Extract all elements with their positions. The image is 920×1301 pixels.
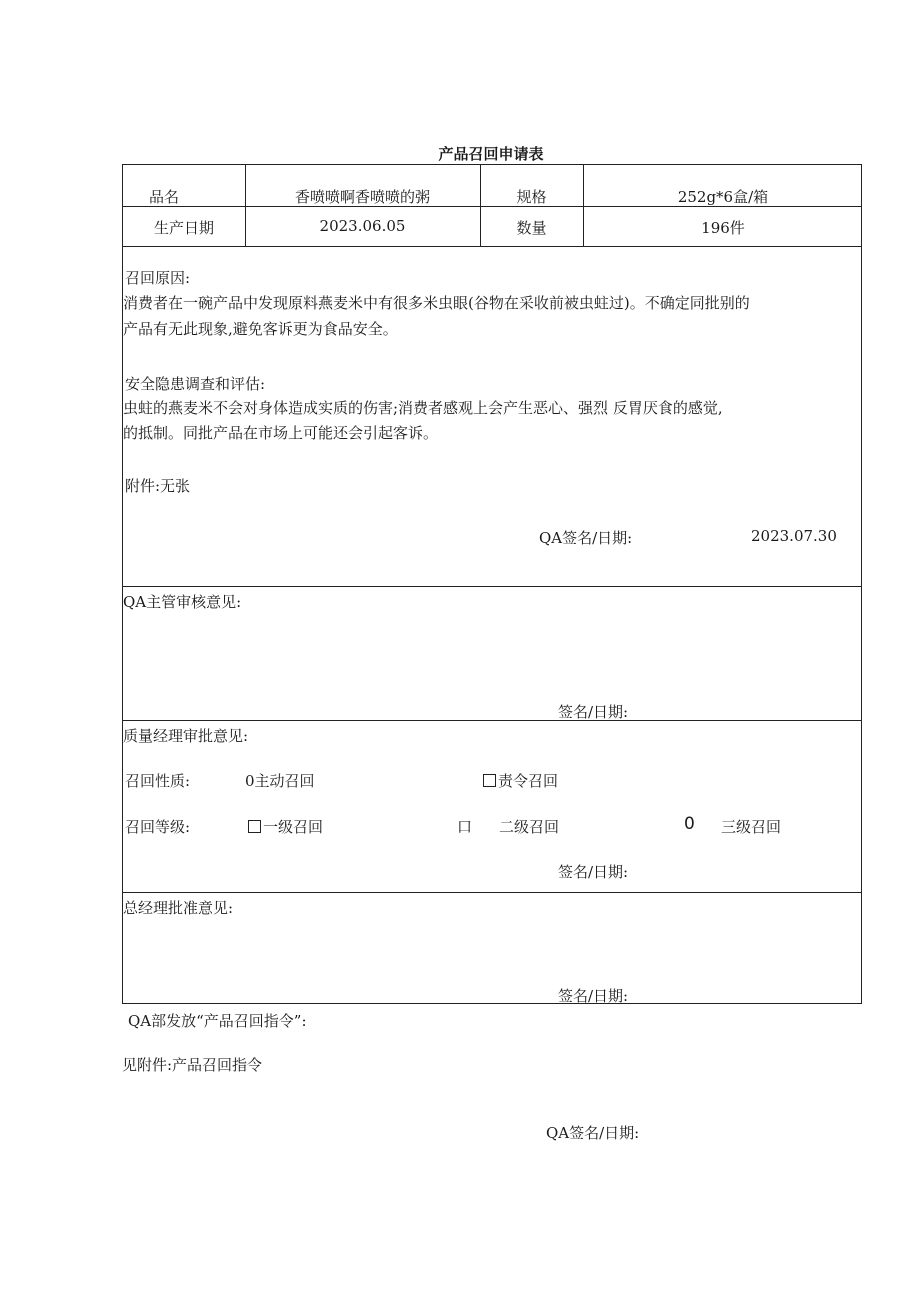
general-manager-sign: 签名/日期: — [558, 987, 629, 1005]
recall-form — [122, 164, 862, 1004]
recall-nature-active: 0主动召回 — [245, 772, 315, 790]
reason-line-1: 消费者在一碗产品中发现原料燕麦米中有很多米虫眼(谷物在采收前被虫蛀过)。不确定同批别的 — [123, 294, 750, 312]
checkbox-icon — [483, 774, 496, 787]
see-attachment: 见附件:产品召回指令 — [122, 1056, 263, 1074]
product-name-value: 香喷喷啊香喷喷的粥 — [294, 188, 430, 206]
quantity-value: 196件 — [701, 219, 745, 237]
production-date-label: 生产日期 — [153, 219, 214, 237]
product-name-label: 品名 — [148, 188, 179, 206]
spec-value: 252g*6盒/箱 — [677, 188, 769, 206]
recall-level-1-option — [248, 816, 323, 837]
spec-label: 规格 — [516, 188, 547, 206]
section-divider — [123, 720, 861, 721]
dispatch-note: QA部发放“产品召回指令”: — [128, 1012, 307, 1030]
recall-level-3: 三级召回 — [721, 818, 782, 836]
checkbox-icon — [248, 820, 261, 833]
form-title: 产品召回申请表 — [438, 145, 544, 163]
recall-level-2: 二级召回 — [499, 818, 560, 836]
reason-label: 召回原因: — [125, 269, 191, 287]
recall-level-label: 召回等级: — [125, 818, 191, 836]
quantity-label: 数量 — [516, 219, 547, 237]
quality-manager-sign: 签名/日期: — [558, 863, 629, 881]
assessment-line-2: 的抵制。同批产品在市场上可能还会引起客诉。 — [123, 424, 439, 442]
recall-nature-ordered-option — [483, 770, 558, 791]
recall-nature-label: 召回性质: — [125, 772, 191, 790]
footer-qa-sign: QA签名/日期: — [546, 1124, 640, 1142]
supervisor-sign: 签名/日期: — [558, 703, 629, 721]
reason-line-2: 产品有无此现象,避免客诉更为食品安全。 — [123, 320, 398, 338]
assessment-line-1: 虫蛀的燕麦米不会对身体造成实质的伤害;消费者感观上会产生恶心、强烈 反胃厌食的感觉, — [123, 399, 723, 417]
production-date-value: 2023.06.05 — [319, 217, 406, 235]
recall-nature-ordered: 责令召回 — [498, 772, 559, 790]
general-manager-label: 总经理批准意见: — [123, 899, 234, 917]
recall-level-3-mark: 0 — [684, 814, 695, 834]
qa-sign-date: 2023.07.30 — [751, 527, 837, 545]
supervisor-label: QA主管审核意见: — [123, 593, 242, 611]
qa-sign-label: QA签名/日期: — [539, 529, 633, 547]
recall-level-2-mark: 口 — [457, 818, 473, 836]
quality-manager-label: 质量经理审批意见: — [123, 727, 249, 745]
row-divider — [123, 246, 861, 247]
recall-level-1: 一级召回 — [263, 818, 324, 836]
assessment-label: 安全隐患调查和评估: — [125, 375, 266, 393]
section-divider — [123, 586, 861, 587]
attachment-note: 附件:无张 — [125, 477, 191, 495]
section-divider — [123, 892, 861, 893]
